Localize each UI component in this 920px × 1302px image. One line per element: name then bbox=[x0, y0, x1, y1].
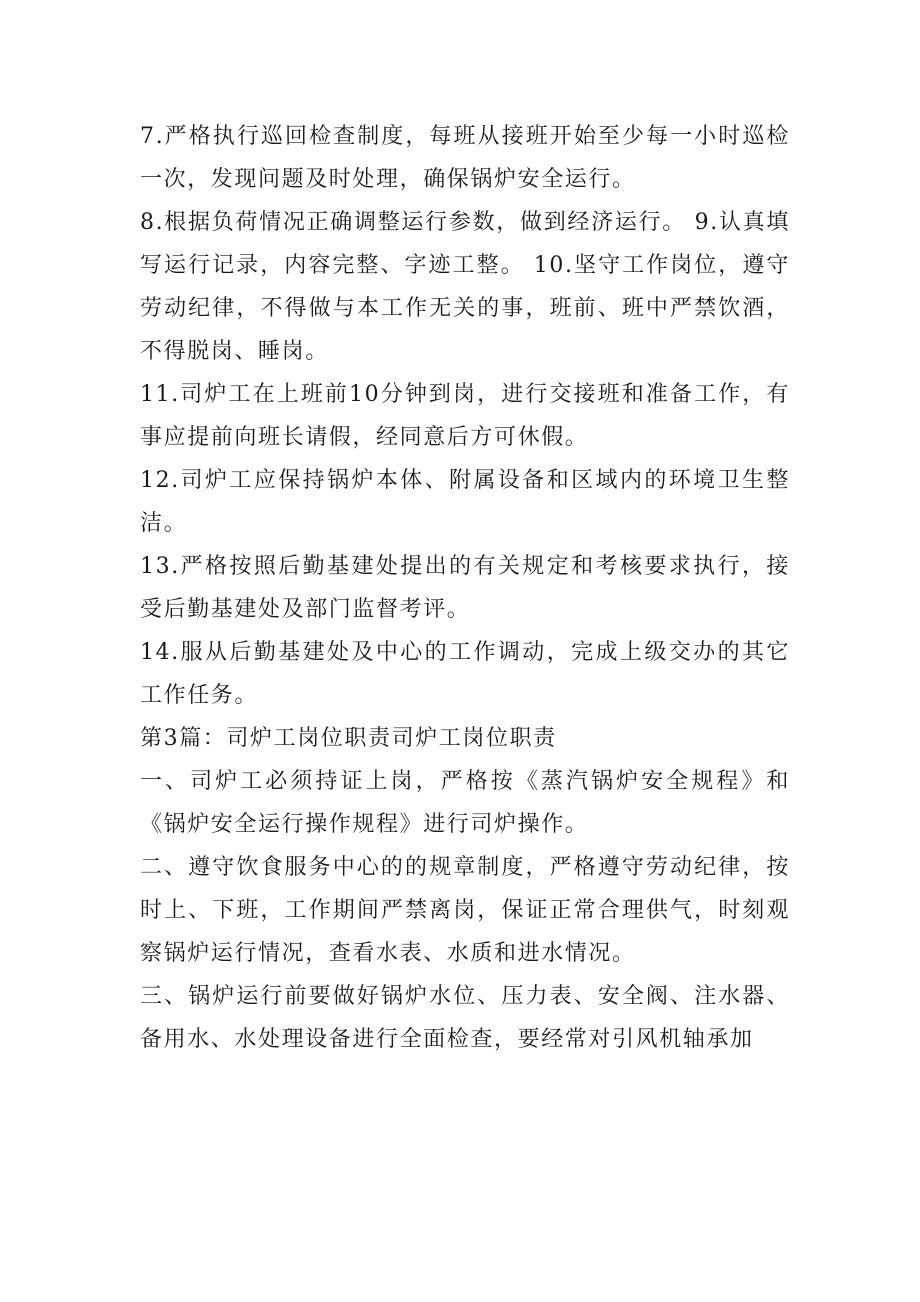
paragraph-item-12: 12.司炉工应保持锅炉本体、附属设备和区域内的环境卫生整洁。 bbox=[140, 468, 790, 536]
paragraph-item-8-10: 8.根据负荷情况正确调整运行参数，做到经济运行。 9.认真填写运行记录，内容完整、字迹工整。 10.坚守工作岗位，遵守劳动纪律，不得做与本工作无关的事，班前、班中严禁饮酒，不得脱岗、睡岗。 bbox=[140, 210, 790, 364]
paragraph-item-3: 三、锅炉运行前要做好锅炉水位、压力表、安全阀、注水器、备用水、水处理设备进行全面检查，要经常对引风机轴承加 bbox=[140, 984, 790, 1052]
paragraph-item-7: 7.严格执行巡回检查制度，每班从接班开始至少每一小时巡检一次，发现问题及时处理，确保锅炉安全运行。 bbox=[140, 124, 790, 192]
paragraph-item-11: 11.司炉工在上班前10分钟到岗，进行交接班和准备工作，有事应提前向班长请假，经同意后方可休假。 bbox=[140, 382, 790, 450]
paragraph-item-1: 一、司炉工必须持证上岗，严格按《蒸汽锅炉安全规程》和《锅炉安全运行操作规程》进行司炉操作。 bbox=[140, 769, 790, 837]
paragraph-item-14: 14.服从后勤基建处及中心的工作调动，完成上级交办的其它工作任务。 bbox=[140, 640, 790, 708]
paragraph-item-13: 13.严格按照后勤基建处提出的有关规定和考核要求执行，接受后勤基建处及部门监督考评。 bbox=[140, 554, 790, 622]
section-heading: 第3篇：司炉工岗位职责司炉工岗位职责 bbox=[140, 726, 557, 751]
paragraph-item-2: 二、遵守饮食服务中心的的规章制度，严格遵守劳动纪律，按时上、下班，工作期间严禁离岗，保证正常合理供气，时刻观察锅炉运行情况，查看水表、水质和进水情况。 bbox=[140, 855, 790, 966]
document-body bbox=[140, 115, 790, 1061]
